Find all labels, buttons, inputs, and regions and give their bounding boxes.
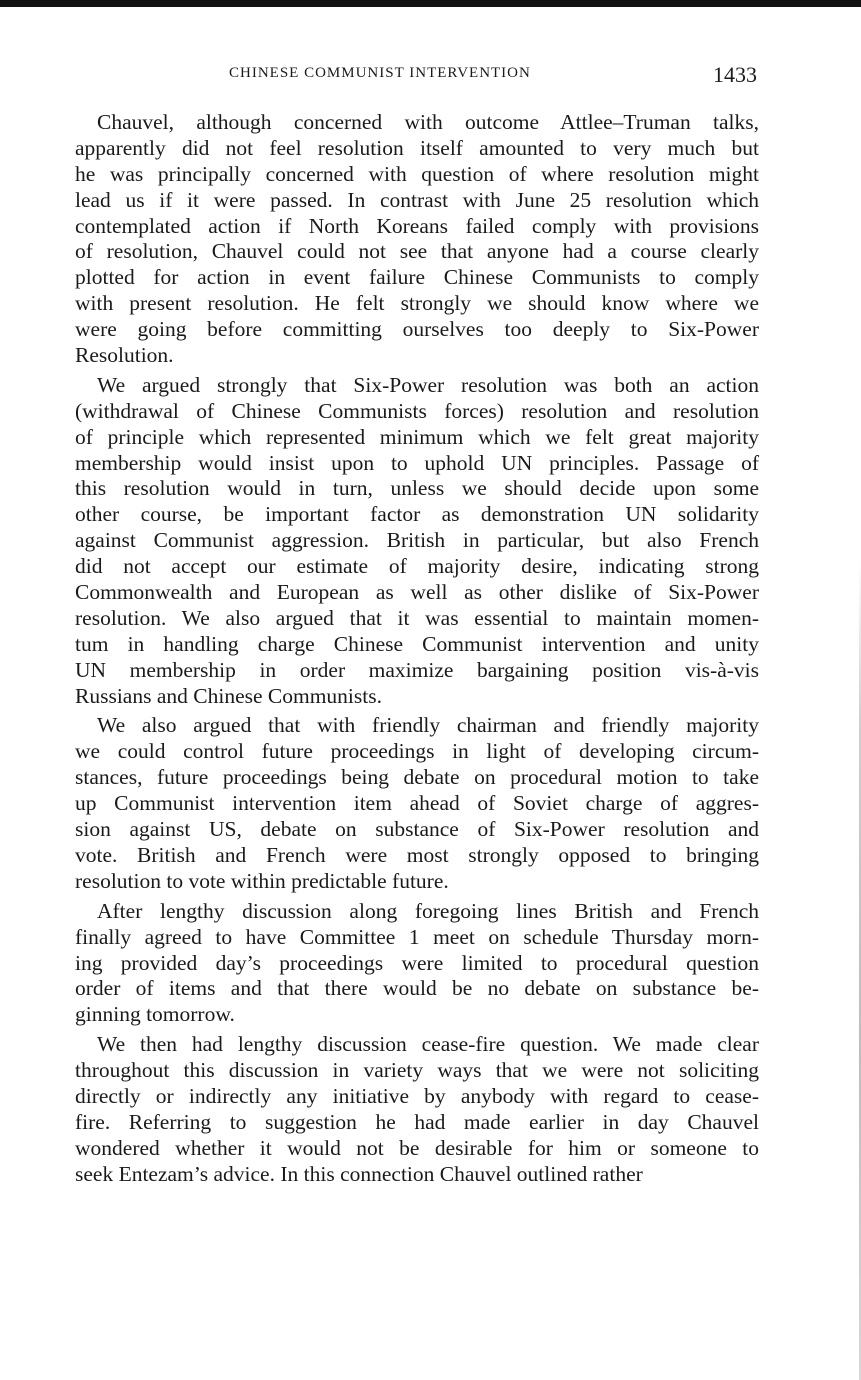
paragraph [75, 373, 759, 710]
text-line: stances, future proceedings being debate on procedural motion to take [75, 765, 759, 790]
text-line: were going before committing ourselves too deeply to Six-Power [75, 317, 759, 342]
text-line: of principle which represented minimum which we felt great majority [75, 424, 759, 449]
text-line: sion against US, debate on substance of Six-Power resolution and [75, 817, 759, 842]
text-line: ing provided day’s proceedings were limited to procedural question [75, 950, 759, 975]
text-line: plotted for action in event failure Chinese Communists to comply [75, 265, 759, 290]
paragraph [75, 110, 759, 369]
text-line: After lengthy discussion along foregoing lines British and French [97, 898, 759, 923]
text-line: tum in handling charge Chinese Communist intervention and unity [75, 631, 759, 656]
text-line: order of items and that there would be no debate on substance be- [75, 976, 759, 1001]
text-line: (withdrawal of Chinese Communists forces) resolution and resolution [75, 398, 759, 423]
text-line: directly or indirectly any initiative by anybody with regard to cease- [75, 1083, 759, 1108]
text-line: resolution. We also argued that it was essential to maintain momen- [75, 605, 759, 630]
text-line: seek Entezam’s advice. In this connection Chauvel outlined rather [75, 1161, 643, 1186]
text-line: throughout this discussion in variety ways that we were not soliciting [75, 1058, 759, 1083]
text-line: contemplated action if North Koreans failed comply with provisions [75, 213, 759, 238]
text-line: we could control future proceedings in light of developing circum- [75, 739, 759, 764]
text-line: Chauvel, although concerned with outcome Attlee–Truman talks, [97, 110, 759, 134]
text-line: apparently did not feel resolution itself amounted to very much but [75, 135, 759, 160]
running-header [0, 62, 861, 88]
paragraph [75, 713, 759, 894]
paragraph [75, 899, 759, 1028]
text-line: Resolution. [75, 343, 174, 368]
text-line: lead us if it were passed. In contrast with June 25 resolution which [75, 187, 759, 212]
page-top-rule [0, 0, 861, 7]
text-line: Russians and Chinese Communists. [75, 683, 382, 708]
text-line: membership would insist upon to uphold UN principles. Passage of [75, 450, 759, 475]
text-line: We argued strongly that Six-Power resolution was both an action [97, 372, 759, 397]
paragraph [75, 1032, 759, 1187]
text-line: UN membership in order maximize bargaining position vis-à-vis [75, 657, 759, 682]
text-line: wondered whether it would not be desirable for him or someone to [75, 1135, 759, 1160]
text-line: did not accept our estimate of majority desire, indicating strong [75, 554, 759, 579]
text-line: We then had lengthy discussion cease-fire question. We made clear [97, 1032, 759, 1057]
text-line: with present resolution. He felt strongly we should know where we [75, 291, 759, 316]
text-line: resolution to vote within predictable future. [75, 868, 449, 893]
text-line: We also argued that with friendly chairman and friendly majority [97, 713, 759, 738]
text-line: Commonwealth and European as well as other dislike of Six-Power [75, 580, 759, 605]
body-text [75, 110, 759, 1192]
text-line: fire. Referring to suggestion he had made earlier in day Chauvel [75, 1109, 759, 1134]
running-title: CHINESE COMMUNIST INTERVENTION [229, 65, 531, 81]
text-line: against Communist aggression. British in particular, but also French [75, 528, 759, 553]
text-line: vote. British and French were most strongly opposed to bringing [75, 842, 759, 867]
text-line: ginning tomorrow. [75, 1002, 235, 1027]
text-line: other course, be important factor as demonstration UN solidarity [75, 502, 759, 527]
page-number: 1433 [713, 62, 757, 87]
text-line: finally agreed to have Committee 1 meet on schedule Thursday morn- [75, 924, 759, 949]
text-line: of resolution, Chauvel could not see that anyone had a course clearly [75, 239, 759, 264]
text-line: this resolution would in turn, unless we should decide upon some [75, 476, 759, 501]
text-line: he was principally concerned with question of where resolution might [75, 161, 759, 186]
text-line: up Communist intervention item ahead of Soviet charge of aggres- [75, 791, 759, 816]
